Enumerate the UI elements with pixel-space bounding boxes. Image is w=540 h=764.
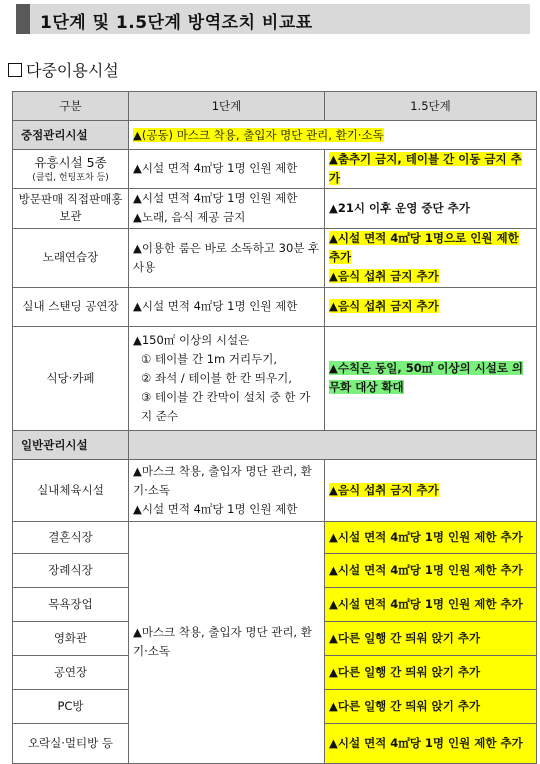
category-label: 영화관 (13, 621, 129, 655)
header-stage1: 1단계 (129, 92, 325, 121)
group-row-priority (13, 121, 537, 150)
group-label: 중점관리시설 (13, 121, 129, 150)
category-sub: (클럽, 헌팅포차 등) (32, 172, 109, 183)
comparison-table (12, 91, 537, 764)
stage1-text: ▲시설 면적 4㎡당 1명 인원 제한 (129, 287, 325, 326)
stage15-text: ▲다른 일행 간 띄워 앉기 추가 (325, 621, 537, 655)
stage1-text: ▲노래, 음식 제공 금지 (133, 210, 246, 225)
category-label: 목욕장업 (13, 587, 129, 621)
stage15-text: ▲시설 면적 4㎡당 1명으로 인원 제한 추가 (329, 231, 519, 265)
category-label: 노래연습장 (13, 228, 129, 287)
stage1-text: ▲이용한 룸은 바로 소독하고 30분 후 사용 (129, 228, 325, 287)
table-row (13, 228, 537, 287)
stage15-text: ▲수칙은 동일, 50㎡ 이상의 시설로 의무화 대상 확대 (329, 361, 524, 395)
section-heading (8, 58, 119, 81)
checkbox-square-icon (8, 63, 22, 77)
stage1-cell: ▲시설 면적 4㎡당 1명 인원 제한 (129, 150, 325, 189)
category-label: PC방 (13, 689, 129, 723)
stage1-text: ① 테이블 간 1m 거리두기, (141, 351, 277, 366)
group-row-general (13, 430, 537, 459)
group-label: 일반관리시설 (13, 430, 129, 459)
section-heading-text: 다중이용시설 (26, 61, 119, 80)
category-label: 공연장 (13, 655, 129, 689)
stage15-text: ▲21시 이후 운영 중단 추가 (325, 188, 537, 228)
stage15-text: ▲다른 일행 간 띄워 앉기 추가 (325, 689, 537, 723)
table-row (13, 326, 537, 430)
category-label: 결혼식장 (13, 521, 129, 553)
stage15-text: ▲시설 면적 4㎡당 1명 인원 제한 추가 (325, 723, 537, 763)
category-label: 오락실·멀티방 등 (13, 723, 129, 763)
stage15-text: ▲시설 면적 4㎡당 1명 인원 제한 추가 (325, 587, 537, 621)
header-stage15: 1.5단계 (325, 92, 537, 121)
stage15-text: ▲다른 일행 간 띄워 앉기 추가 (325, 655, 537, 689)
table-row (13, 521, 537, 553)
header-category: 구분 (13, 92, 129, 121)
common-rule: ▲(공동) 마스크 착용, 출입자 명단 관리, 환기·소독 (133, 128, 384, 142)
stage1-text: ② 좌석 / 테이블 한 칸 띄우기, (141, 370, 292, 385)
category-label: 식당·카페 (13, 326, 129, 430)
stage1-text: ▲마스크 착용, 출입자 명단 관리, 환기·소독 (133, 463, 312, 497)
category-label: 실내 스탠딩 공연장 (13, 287, 129, 326)
stage1-text: ▲시설 면적 4㎡당 1명 인원 제한 (133, 191, 298, 206)
table-row (13, 459, 537, 521)
stage15-text: ▲시설 면적 4㎡당 1명 인원 제한 추가 (325, 553, 537, 587)
table-row (13, 287, 537, 326)
stage1-shared-cell: ▲마스크 착용, 출입자 명단 관리, 환기·소독 (129, 521, 325, 763)
table-row (13, 188, 537, 228)
category-label: 방문판매 직접판매홍보관 (13, 188, 129, 228)
stage15-text: ▲시설 면적 4㎡당 1명 인원 제한 추가 (325, 521, 537, 553)
category-label: 장례식장 (13, 553, 129, 587)
page-title: 1단계 및 1.5단계 방역조치 비교표 (40, 13, 313, 33)
stage15-text: ▲음식 섭취 금지 추가 (329, 299, 439, 314)
category-label: 실내체육시설 (13, 459, 129, 521)
table-row (13, 150, 537, 189)
stage15-text: ▲음식 섭취 금지 추가 (329, 269, 439, 284)
stage15-text: ▲음식 섭취 금지 추가 (329, 482, 439, 497)
stage1-text: ③ 테이블 간 칸막이 설치 중 한 가지 준수 (141, 389, 311, 423)
stage1-text: ▲시설 면적 4㎡당 1명 인원 제한 (133, 501, 298, 516)
stage1-text: ▲150㎡ 이상의 시설은 (133, 333, 250, 348)
stage15-text: ▲춤추기 금지, 테이블 간 이동 금지 추가 (329, 152, 522, 185)
category-label: 유흥시설 5종 (34, 155, 107, 171)
table-header-row (13, 92, 537, 121)
